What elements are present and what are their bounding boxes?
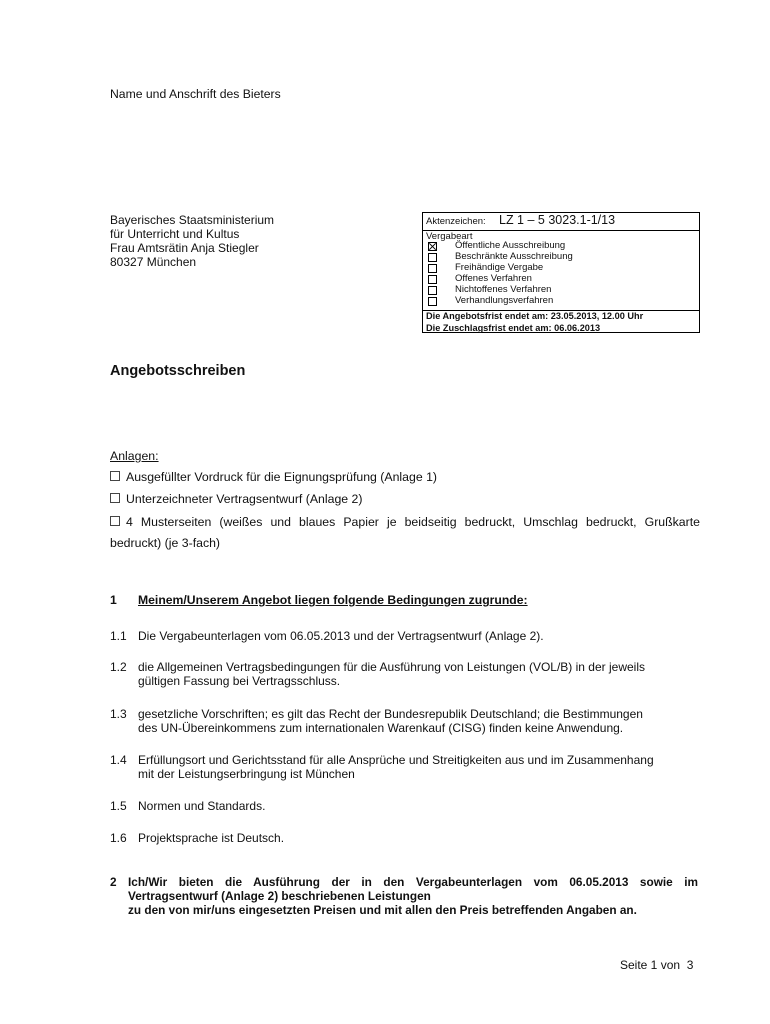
item-text-continued: des UN-Übereinkommens zum internationalen Warenkauf (CISG) finden keine Anwendung. bbox=[138, 721, 624, 735]
anlage-label: Unterzeichneter Vertragsentwurf (Anlage 2) bbox=[126, 492, 363, 506]
item-text: Normen und Standards. bbox=[138, 799, 266, 813]
recipient-address bbox=[110, 213, 274, 269]
anlage-label: Ausgefüllter Vordruck für die Eignungsprüfung (Anlage 1) bbox=[126, 470, 438, 484]
page-title: Angebotsschreiben bbox=[110, 363, 246, 379]
aktenzeichen-row bbox=[423, 213, 699, 231]
recipient-line: Bayerisches Staatsministerium bbox=[110, 213, 275, 227]
vergabeart-option: Verhandlungsverfahren bbox=[455, 295, 554, 306]
anlage-checkbox[interactable] bbox=[110, 471, 120, 481]
condition-item bbox=[110, 753, 654, 781]
aktenzeichen-label: Aktenzeichen: bbox=[426, 216, 486, 227]
item-number: 1.5 bbox=[110, 799, 127, 813]
recipient-line: für Unterricht und Kultus bbox=[110, 227, 240, 241]
section-number: 2 bbox=[110, 875, 117, 889]
angebotsfrist: Die Angebotsfrist endet am: 23.05.2013, 12.00 Uhr bbox=[426, 311, 644, 321]
item-text: Die Vergabeunterlagen vom 06.05.2013 und der Vertragsentwurf (Anlage 2). bbox=[138, 629, 544, 643]
vergabeart-checkbox[interactable] bbox=[428, 297, 437, 306]
vergabeart-row bbox=[423, 230, 699, 311]
section-heading-text: Meinem/Unserem Angebot liegen folgende Bedingungen zugrunde: bbox=[138, 593, 528, 607]
vergabeart-option: Offenes Verfahren bbox=[455, 273, 532, 284]
vergabeart-option: Freihändige Vergabe bbox=[455, 262, 544, 273]
anlage-item bbox=[110, 470, 437, 484]
info-box bbox=[422, 212, 700, 333]
item-number: 1.4 bbox=[110, 753, 127, 767]
vergabeart-checkbox[interactable] bbox=[428, 286, 437, 295]
item-text-continued: gültigen Fassung bei Vertragsschluss. bbox=[138, 674, 341, 688]
recipient-line: 80327 München bbox=[110, 255, 197, 269]
sender-label: Name und Anschrift des Bieters bbox=[110, 87, 281, 101]
item-text: gesetzliche Vorschriften; es gilt das Recht der Bundesrepublik Deutschland; die Bestimmungen bbox=[138, 707, 643, 721]
anlagen-heading: Anlagen: bbox=[110, 449, 159, 463]
vergabeart-option: Beschränkte Ausschreibung bbox=[455, 251, 573, 262]
offer-text: zu den von mir/uns eingesetzten Preisen und mit allen den Preis betreffenden Angaben an. bbox=[128, 903, 637, 917]
anlage-item bbox=[110, 492, 363, 506]
offer-text: Ich/Wir bieten die Ausführung der in den Vergabeunterlagen vom 06.05.2013 sowie im bbox=[128, 875, 698, 889]
anlage-label-continued: bedruckt) (je 3-fach) bbox=[110, 536, 221, 550]
item-text-continued: mit der Leistungserbringung ist München bbox=[138, 767, 355, 781]
item-text: Erfüllungsort und Gerichtsstand für alle Ansprüche und Streitigkeiten aus und im Zusammenhang bbox=[138, 753, 654, 767]
vergabeart-checkbox[interactable] bbox=[428, 275, 437, 284]
recipient-line: Frau Amtsrätin Anja Stiegler bbox=[110, 241, 259, 255]
condition-item bbox=[110, 707, 643, 735]
vergabeart-checkbox[interactable] bbox=[428, 264, 437, 273]
item-text: die Allgemeinen Vertragsbedingungen für die Ausführung von Leistungen (VOL/B) in der jeweils bbox=[138, 660, 645, 674]
item-number: 1.2 bbox=[110, 660, 127, 674]
condition-item bbox=[110, 660, 645, 688]
anlage-item bbox=[110, 515, 700, 550]
vergabeart-option: Öffentliche Ausschreibung bbox=[455, 240, 566, 251]
vergabeart-checkbox[interactable] bbox=[428, 242, 437, 251]
anlage-checkbox[interactable] bbox=[110, 493, 120, 503]
section-number: 1 bbox=[110, 593, 117, 607]
vergabeart-checkbox[interactable] bbox=[428, 253, 437, 262]
deadlines bbox=[426, 311, 699, 334]
item-text: Projektsprache ist Deutsch. bbox=[138, 831, 285, 845]
aktenzeichen-value: LZ 1 – 5 3023.1-1/13 bbox=[499, 213, 616, 227]
offer-text: Vertragsentwurf (Anlage 2) beschriebenen Leistungen bbox=[128, 889, 431, 903]
anlage-checkbox[interactable] bbox=[110, 516, 120, 526]
section-2-offer bbox=[110, 875, 698, 917]
item-number: 1.6 bbox=[110, 831, 127, 845]
section-1-heading bbox=[110, 593, 528, 607]
condition-item bbox=[110, 799, 265, 813]
item-number: 1.3 bbox=[110, 707, 127, 721]
condition-item bbox=[110, 831, 284, 845]
vergabeart-option: Nichtoffenes Verfahren bbox=[455, 284, 552, 295]
vergabeart-label: Vergabeart bbox=[426, 231, 473, 242]
item-number: 1.1 bbox=[110, 629, 127, 643]
anlage-label: 4 Musterseiten (weißes und blaues Papier je beidseitig bedruckt, Umschlag bedruckt, Grußkarte bbox=[126, 515, 700, 529]
condition-item bbox=[110, 629, 544, 643]
zuschlagsfrist: Die Zuschlagsfrist endet am: 06.06.2013 bbox=[426, 322, 601, 333]
page-footer: Seite 1 von 3 bbox=[620, 958, 694, 972]
